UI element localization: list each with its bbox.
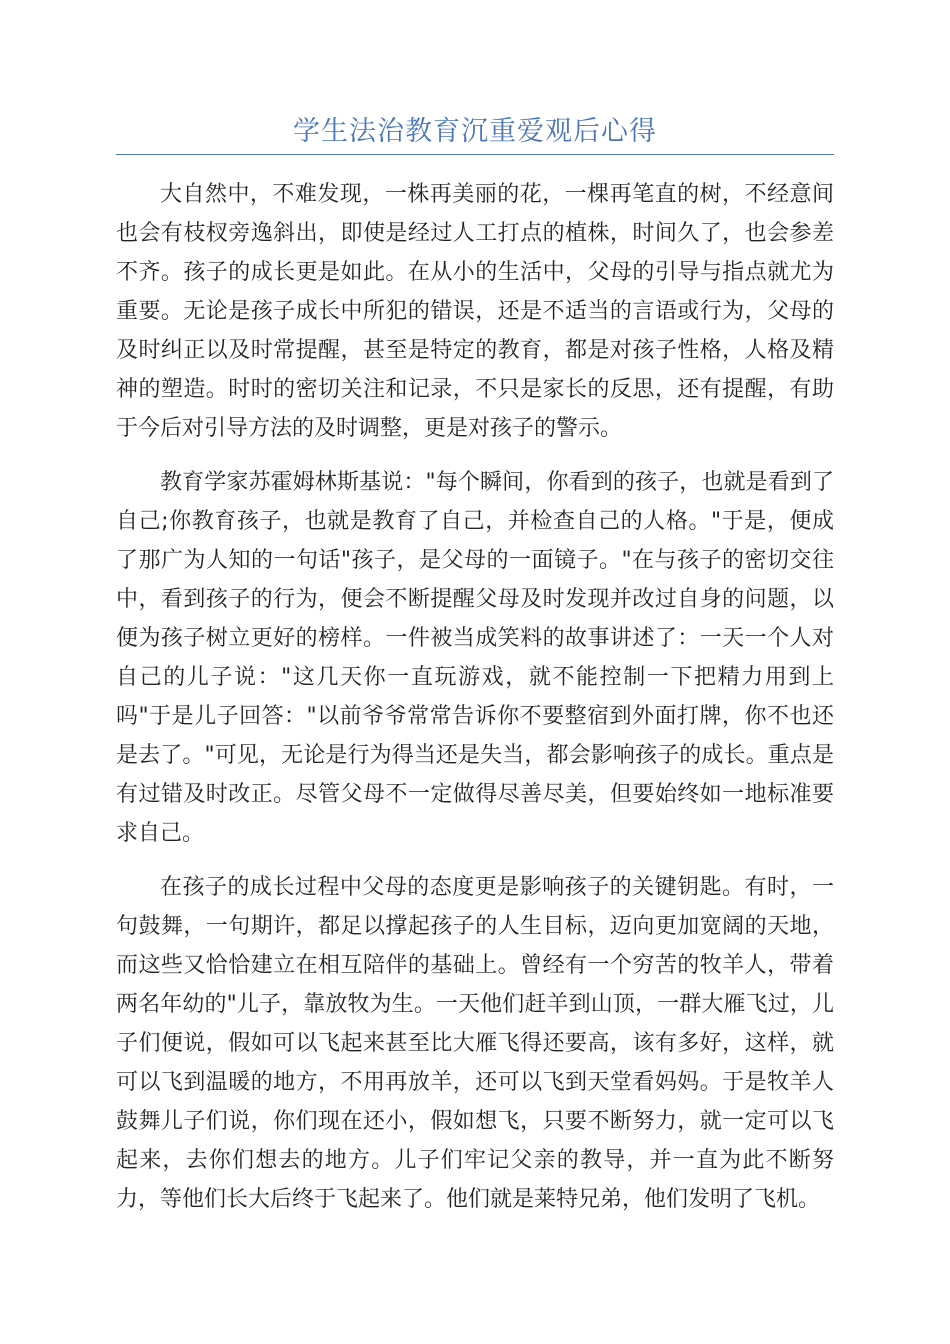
document-title: 学生法治教育沉重爱观后心得 <box>293 116 657 147</box>
title-underline <box>116 154 834 155</box>
paragraph-3: 在孩子的成长过程中父母的态度更是影响孩子的关键钥匙。有时，一句鼓舞，一句期许，都足以撑起孩子的人生目标，迈向更加宽阔的天地，而这些又恰恰建立在相互陪伴的基础上。曾经有一个穷苦的牧羊人，带着两名年幼的"儿子，靠放牧为生。一天他们赶羊到山顶，一群大雁飞过，儿子们便说，假如可以飞起来甚至比大雁飞得还要高，该有多好，这样，就可以飞到温暖的地方，不用再放羊，还可以飞到天堂看妈妈。于是牧羊人鼓舞儿子们说，你们现在还小，假如想飞，只要不断努力，就一定可以飞起来，去你们想去的地方。儿子们牢记父亲的教导，并一直为此不断努力，等他们长大后终于飞起来了。他们就是莱特兄弟，他们发明了飞机。 <box>116 875 834 1212</box>
document-body <box>116 175 834 1234</box>
paragraph-1: 大自然中，不难发现，一株再美丽的花，一棵再笔直的树，不经意间也会有枝杈旁逸斜出，即使是经过人工打点的植株，时间久了，也会参差不齐。孩子的成长更是如此。在从小的生活中，父母的引导与指点就尤为重要。无论是孩子成长中所犯的错误，还是不适当的言语或行为，父母的及时纠正以及时常提醒，甚至是特定的教育，都是对孩子性格，人格及精神的塑造。时时的密切关注和记录，不只是家长的反思，还有提醒，有助于今后对引导方法的及时调整，更是对孩子的警示。 <box>116 182 834 441</box>
paragraph-2: 教育学家苏霍姆林斯基说："每个瞬间，你看到的孩子，也就是看到了自己;你教育孩子，也就是教育了自己，并检查自己的人格。"于是，便成了那广为人知的一句话"孩子，是父母的一面镜子。"在与孩子的密切交往中，看到孩子的行为，便会不断提醒父母及时发现并改过自身的问题，以便为孩子树立更好的榜样。一件被当成笑料的故事讲述了：一天一个人对自己的儿子说："这几天你一直玩游戏，就不能控制一下把精力用到上吗"于是儿子回答："以前爷爷常常告诉你不要整宿到外面打牌，你不也还是去了。"可见，无论是行为得当还是失当，都会影响孩子的成长。重点是有过错及时改正。尽管父母不一定做得尽善尽美，但要始终如一地标准要求自己。 <box>116 470 834 846</box>
